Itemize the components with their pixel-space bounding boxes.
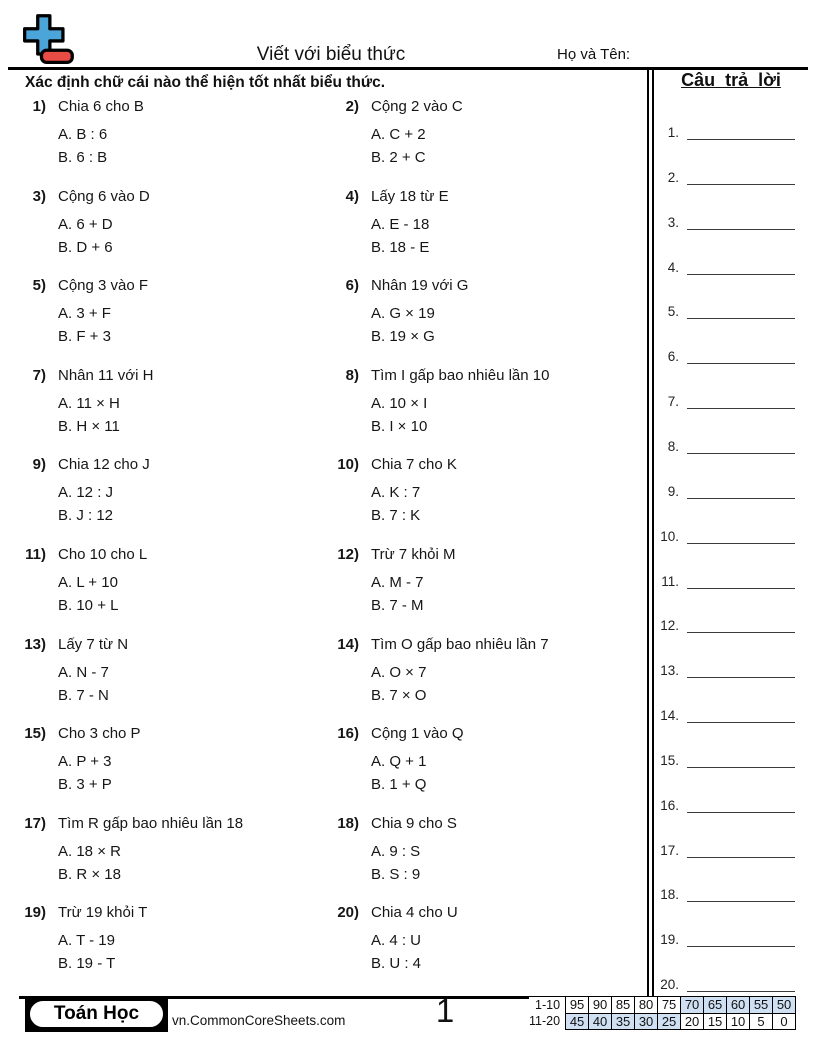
question-1 [12,97,312,169]
question-text: Chia 9 cho S [371,814,457,832]
page-title: Viết với biểu thức [256,44,406,65]
answer-option: A. C + 2 [371,126,426,143]
question-number: 12) [337,546,359,563]
question-2 [325,97,625,169]
answer-row-number: 17. [660,842,679,858]
answer-option: A. P + 3 [58,753,112,771]
answer-row-number: 15. [660,752,679,768]
question-17 [12,814,312,886]
answer-option: A. E - 18 [371,215,430,233]
answer-row-number: 11. [661,573,679,589]
answer-option: A. N - 7 [58,663,109,681]
grading-score-cell: 60 [727,997,750,1014]
grading-score-cell: 5 [750,1013,773,1030]
answer-row-12 [653,618,803,636]
answer-option: B. 1 + Q [371,776,427,794]
question-text: Cộng 1 vào Q [371,725,464,743]
question-text: Cho 10 cho L [58,546,148,563]
grading-row-2 [529,1013,796,1030]
question-number: 10) [337,456,359,474]
answer-row-16 [653,798,803,816]
grading-table [529,996,796,1030]
grading-score-cell: 70 [681,997,704,1014]
question-18 [325,814,625,886]
answer-option: B. I × 10 [371,417,428,435]
answer-option: A. M - 7 [371,574,424,591]
question-8 [325,366,625,438]
answer-blank-line[interactable] [687,754,795,768]
answer-row-15 [653,753,803,771]
question-number: 1) [32,98,46,115]
answer-blank-line[interactable] [687,395,795,409]
answer-blank-line[interactable] [687,171,795,185]
answer-option: A. 9 : S [371,842,421,860]
answer-row-7 [653,394,803,412]
question-number: 16) [337,725,359,743]
question-text: Tìm O gấp bao nhiêu lần 7 [371,635,549,653]
question-text: Trừ 7 khỏi M [371,546,456,563]
answer-blank-line[interactable] [687,126,795,140]
question-text: Tìm R gấp bao nhiêu lần 18 [58,814,244,832]
answer-row-6 [653,349,803,367]
answer-option: A. 12 : J [58,484,114,502]
answer-option: A. K : 7 [371,484,421,502]
question-number: 5) [32,277,46,295]
answer-option: A. 18 × R [58,842,121,860]
answer-row-number: 13. [660,663,679,679]
answer-row-number: 3. [667,214,679,230]
answer-option: A. 3 + F [58,305,111,323]
question-number: 20) [337,904,359,922]
question-number: 17) [24,814,46,832]
answer-row-number: 12. [660,618,679,634]
question-text: Cộng 3 vào F [58,277,149,295]
answer-row-13 [653,663,803,681]
answer-blank-line[interactable] [687,619,795,633]
answers-title: Câu trả lời [681,70,781,90]
subject-badge-label: Toán Học [28,999,165,1029]
answer-option: A. G × 19 [371,305,435,323]
answer-row-20 [653,977,803,995]
grading-score-cell: 0 [773,1013,796,1030]
question-text: Chia 12 cho J [58,456,150,474]
grading-score-cell: 55 [750,997,773,1014]
question-15 [12,724,312,796]
question-text: Chia 6 cho B [58,98,144,115]
question-text: Cộng 6 vào D [58,187,150,205]
question-text: Lấy 18 từ E [371,187,449,205]
grading-score-cell: 75 [658,997,681,1014]
answer-option: B. R × 18 [58,865,121,883]
question-text: Chia 7 cho K [371,456,457,474]
question-number: 6) [345,277,359,295]
question-number: 19) [24,904,46,922]
question-12 [325,545,625,617]
question-16 [325,724,625,796]
answer-option: B. 18 - E [371,238,430,256]
grading-score-cell: 90 [589,997,612,1014]
grading-score-cell: 15 [704,1013,727,1030]
answer-row-10 [653,529,803,547]
answer-blank-line[interactable] [687,216,795,230]
answer-option: B. 19 - T [58,955,116,973]
grading-row-label: 1-10 [529,997,566,1014]
question-5 [12,276,312,348]
answer-option: B. 2 + C [371,149,426,166]
question-6 [325,276,625,348]
question-text: Trừ 19 khỏi T [58,904,148,922]
question-text: Lấy 7 từ N [58,635,129,653]
answer-blank-line[interactable] [687,261,795,275]
answer-option: B. 6 : B [58,149,108,166]
answer-row-number: 6. [667,349,679,365]
answer-blank-line[interactable] [687,575,795,589]
grading-score-cell: 80 [635,997,658,1014]
name-label: Họ và Tên: [557,46,631,63]
question-number: 7) [32,366,46,384]
answer-option: B. 7 × O [371,686,427,704]
grading-row-label: 11-20 [529,1013,566,1030]
answer-blank-line[interactable] [687,844,795,858]
grading-score-cell: 10 [727,1013,750,1030]
question-14 [325,635,625,707]
grading-score-cell: 25 [658,1013,681,1030]
answer-blank-line[interactable] [687,709,795,723]
question-number: 18) [337,814,359,832]
answer-option: A. T - 19 [58,932,115,950]
question-number: 11) [25,546,46,563]
answer-row-number: 4. [667,259,679,275]
grading-score-cell: 35 [612,1013,635,1030]
grading-score-cell: 45 [566,1013,589,1030]
answer-blank-line[interactable] [687,933,795,947]
answer-option: A. B : 6 [58,126,108,143]
answer-row-number: 8. [667,438,679,454]
subject-badge [25,996,168,1032]
answer-row-number: 9. [667,483,679,499]
answer-row-1 [653,125,803,143]
answer-option: B. 10 + L [58,597,119,614]
answer-blank-line[interactable] [687,888,795,902]
answer-row-3 [653,215,803,233]
question-9 [12,455,312,527]
grading-score-cell: 20 [681,1013,704,1030]
answer-option: A. 6 + D [58,215,113,233]
question-7 [12,366,312,438]
answer-option: A. 11 × H [58,394,120,412]
answer-row-11 [653,574,803,592]
grading-score-cell: 40 [589,1013,612,1030]
answer-row-number: 5. [667,304,679,320]
answer-row-4 [653,260,803,278]
answer-option: B. 19 × G [371,328,435,346]
question-4 [325,187,625,259]
question-text: Chia 4 cho U [371,904,458,922]
answer-blank-line[interactable] [687,305,795,319]
answer-blank-line[interactable] [687,978,795,992]
answer-option: A. L + 10 [58,574,118,591]
answer-row-18 [653,887,803,905]
instruction-text: Xác định chữ cái nào thể hiện tốt nhất biểu thức. [25,74,386,91]
question-13 [12,635,312,707]
answer-row-number: 18. [660,887,679,903]
question-number: 3) [32,187,46,205]
question-number: 8) [345,366,359,384]
answer-row-5 [653,304,803,322]
question-number: 14) [337,635,359,653]
answer-row-number: 10. [660,528,679,544]
grading-score-cell: 95 [566,997,589,1014]
question-19 [12,903,312,975]
question-11 [12,545,312,617]
grading-score-cell: 65 [704,997,727,1014]
grading-score-cell: 30 [635,1013,658,1030]
answer-blank-line[interactable] [687,799,795,813]
question-10 [325,455,625,527]
answer-option: B. 7 - M [371,597,424,614]
question-number: 4) [345,187,359,205]
question-20 [325,903,625,975]
grading-table-body [529,997,796,1030]
answer-row-number: 7. [667,394,679,410]
answer-row-9 [653,484,803,502]
question-number: 13) [24,635,46,653]
question-text: Cho 3 cho P [58,725,141,743]
answer-blank-line[interactable] [687,440,795,454]
answer-option: B. D + 6 [58,238,113,256]
answer-blank-line[interactable] [687,530,795,544]
page-number: 1 [435,992,455,1029]
grading-row-1 [529,997,796,1014]
answer-row-17 [653,843,803,861]
commoncoresheets-logo-icon [20,12,76,68]
site-url[interactable]: vn.CommonCoreSheets.com [172,1013,346,1028]
question-text: Nhân 19 với G [371,277,469,295]
answer-row-2 [653,170,803,188]
answer-option: B. 7 : K [371,507,421,525]
question-number: 2) [345,98,359,115]
question-text: Cộng 2 vào C [371,98,463,115]
answer-option: B. J : 12 [58,507,114,525]
answer-option: A. Q + 1 [371,753,427,771]
answer-row-14 [653,708,803,726]
answer-row-number: 14. [660,708,679,724]
answer-row-number: 16. [660,797,679,813]
answer-option: A. 10 × I [371,394,428,412]
answer-row-19 [653,932,803,950]
answer-option: B. 3 + P [58,776,112,794]
grading-score-cell: 50 [773,997,796,1014]
answer-option: B. H × 11 [58,417,120,435]
answer-option: B. F + 3 [58,328,111,346]
answer-option: A. O × 7 [371,663,427,681]
question-3 [12,187,312,259]
answer-option: B. 7 - N [58,686,109,704]
answer-option: A. 4 : U [371,932,422,950]
answer-row-number: 2. [667,169,679,185]
answer-row-number: 19. [660,932,679,948]
answer-blank-line[interactable] [687,350,795,364]
answer-row-number: 1. [667,125,679,140]
question-number: 9) [32,456,46,474]
answer-row-8 [653,439,803,457]
answer-option: B. S : 9 [371,865,421,883]
answer-row-number: 20. [660,977,679,993]
answer-option: B. U : 4 [371,955,422,973]
question-text: Nhân 11 với H [58,366,154,384]
question-number: 15) [24,725,46,743]
question-text: Tìm I gấp bao nhiêu lần 10 [371,366,550,384]
grading-score-cell: 85 [612,997,635,1014]
answer-blank-line[interactable] [687,485,795,499]
answer-blank-line[interactable] [687,664,795,678]
